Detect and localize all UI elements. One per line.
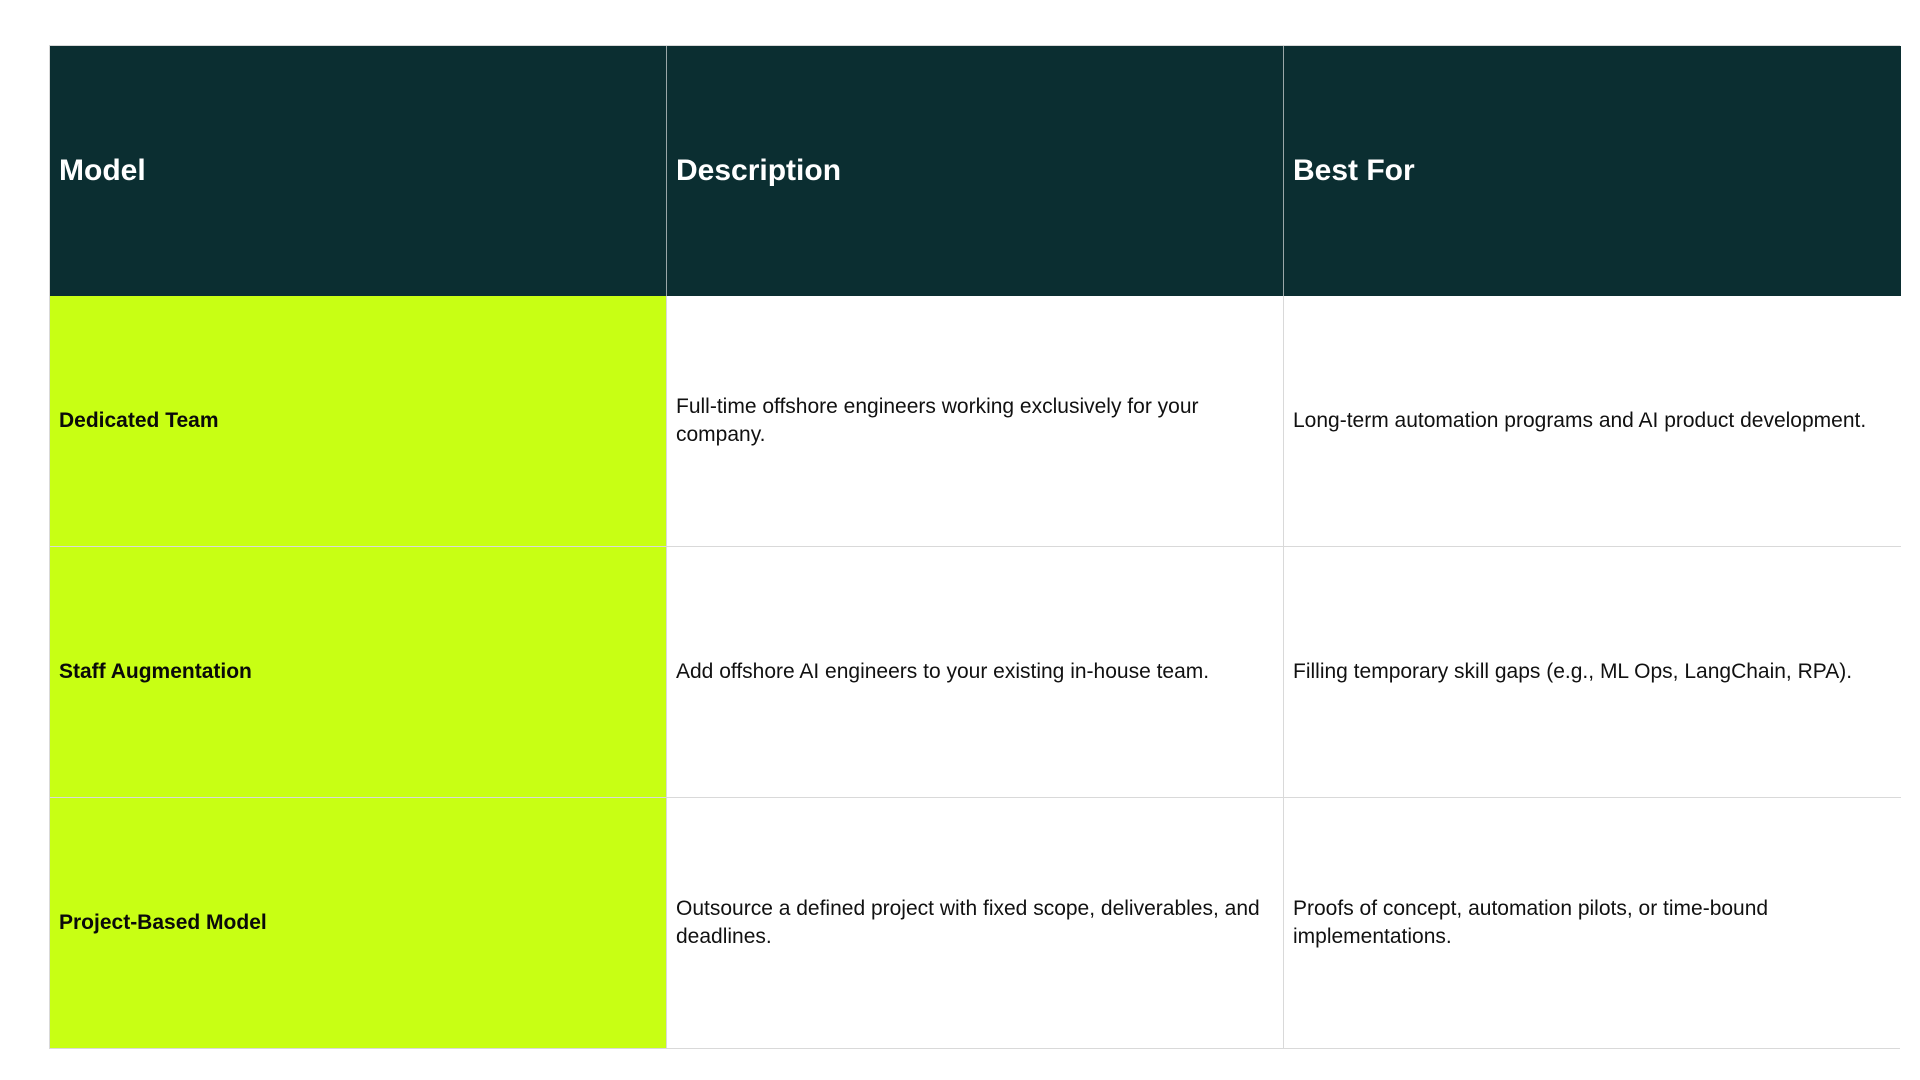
model-cell: Project-Based Model	[50, 798, 667, 1048]
best-for-cell: Proofs of concept, automation pilots, or time-bound implementations.	[1284, 798, 1901, 1048]
header-description: Description	[667, 46, 1284, 296]
model-cell: Staff Augmentation	[50, 547, 667, 798]
description-cell: Add offshore AI engineers to your existing in-house team.	[667, 547, 1284, 798]
best-for-cell: Filling temporary skill gaps (e.g., ML Ops, LangChain, RPA).	[1284, 547, 1901, 798]
header-model: Model	[50, 46, 667, 296]
description-cell: Full-time offshore engineers working exclusively for your company.	[667, 296, 1284, 547]
description-cell: Outsource a defined project with fixed scope, deliverables, and deadlines.	[667, 798, 1284, 1048]
comparison-table	[49, 45, 1900, 1049]
model-cell: Dedicated Team	[50, 296, 667, 547]
best-for-cell: Long-term automation programs and AI product development.	[1284, 296, 1901, 547]
header-best-for: Best For	[1284, 46, 1901, 296]
